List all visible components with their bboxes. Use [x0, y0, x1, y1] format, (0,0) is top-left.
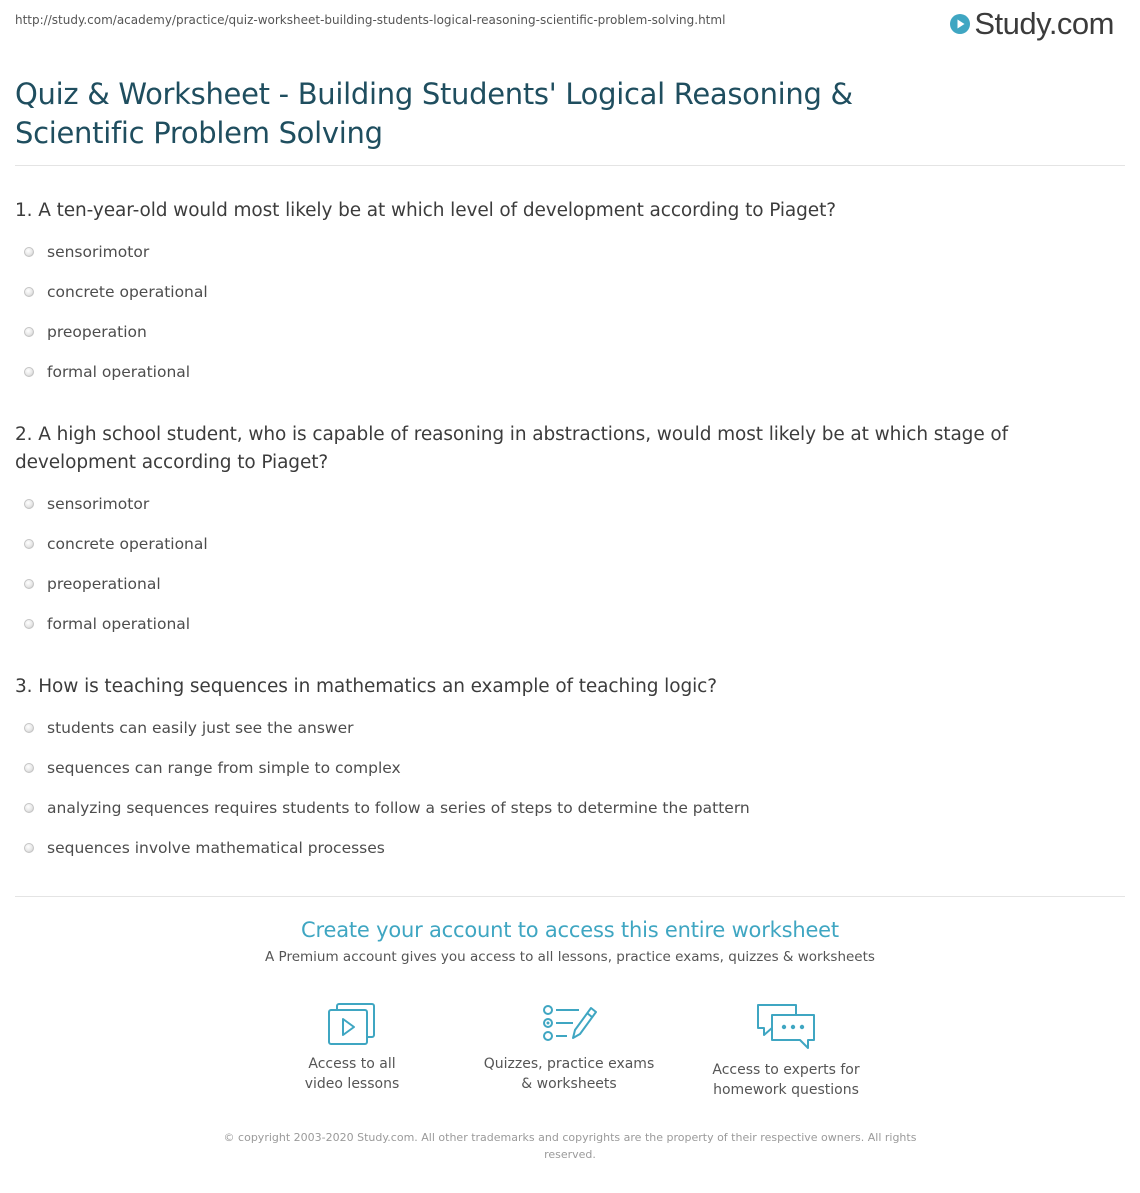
answer-option[interactable]: [15, 524, 1105, 564]
answer-option[interactable]: [15, 788, 1105, 828]
feature-quizzes: [469, 1002, 669, 1094]
answer-options: [15, 708, 1105, 868]
answer-option[interactable]: [15, 232, 1105, 272]
copyright-notice: © copyright 2003-2020 Study.com. All other trademarks and copyrights are the property of their respective owners. All rights reserved.: [223, 1131, 917, 1161]
radio-button-icon[interactable]: [24, 579, 34, 589]
answer-options: [15, 484, 1105, 644]
radio-button-icon[interactable]: [24, 287, 34, 297]
radio-button-icon[interactable]: [24, 843, 34, 853]
answer-option[interactable]: [15, 484, 1105, 524]
option-label: formal operational: [47, 615, 191, 633]
answer-option[interactable]: [15, 272, 1105, 312]
radio-button-icon[interactable]: [24, 803, 34, 813]
logo-text: Study.com: [974, 6, 1114, 41]
feature-label: [252, 1054, 452, 1094]
feature-label-line: video lessons: [304, 1076, 400, 1092]
page-title: Quiz & Worksheet - Building Students' Logical Reasoning & Scientific Problem Solving: [15, 77, 853, 150]
feature-label-line: Access to experts for: [712, 1062, 860, 1078]
option-label: preoperation: [47, 323, 147, 341]
radio-button-icon[interactable]: [24, 619, 34, 629]
feature-label: [686, 1060, 886, 1100]
play-logo-icon: [949, 13, 971, 35]
question-text: 2. A high school student, who is capable of reasoning in abstractions, would most likely be at which stage of development according to Piaget?: [15, 424, 1009, 473]
feature-video-lessons: [252, 1002, 452, 1094]
video-lesson-icon: [326, 1002, 378, 1046]
radio-button-icon[interactable]: [24, 763, 34, 773]
answer-option[interactable]: [15, 828, 1105, 868]
question-text: 3. How is teaching sequences in mathematics an example of teaching logic?: [15, 676, 717, 697]
answer-option[interactable]: [15, 708, 1105, 748]
answer-option[interactable]: [15, 748, 1105, 788]
page-url: http://study.com/academy/practice/quiz-worksheet-building-students-logical-reasoning-scientific-problem-solving.html: [15, 13, 726, 27]
answer-option[interactable]: [15, 312, 1105, 352]
option-label: sensorimotor: [47, 495, 150, 513]
answer-options: [15, 232, 1105, 392]
question-1: [15, 197, 1105, 392]
option-label: students can easily just see the answer: [47, 719, 354, 737]
question-3: [15, 673, 1105, 868]
chat-bubbles-icon: [754, 1002, 818, 1052]
radio-button-icon[interactable]: [24, 367, 34, 377]
option-label: sensorimotor: [47, 243, 150, 261]
radio-button-icon[interactable]: [24, 327, 34, 337]
answer-option[interactable]: [15, 604, 1105, 644]
radio-button-icon[interactable]: [24, 247, 34, 257]
create-account-link[interactable]: Create your account to access this entire worksheet: [301, 918, 839, 942]
option-label: sequences involve mathematical processes: [47, 839, 385, 857]
feature-experts: [686, 1002, 886, 1100]
option-label: preoperational: [47, 575, 161, 593]
option-label: analyzing sequences requires students to follow a series of steps to determine the pattern: [47, 799, 750, 817]
question-text: 1. A ten-year-old would most likely be at which level of development according to Piaget?: [15, 200, 836, 221]
feature-label-line: homework questions: [713, 1082, 859, 1098]
option-label: sequences can range from simple to complex: [47, 759, 401, 777]
study-logo[interactable]: [949, 6, 1114, 42]
radio-button-icon[interactable]: [24, 723, 34, 733]
feature-label-line: & worksheets: [521, 1076, 617, 1092]
feature-label: [469, 1054, 669, 1094]
premium-description: A Premium account gives you access to all lessons, practice exams, quizzes & worksheets: [265, 949, 875, 965]
option-label: concrete operational: [47, 283, 208, 301]
option-label: formal operational: [47, 363, 191, 381]
feature-label-line: Access to all: [308, 1056, 396, 1072]
title-divider: [15, 165, 1125, 166]
answer-option[interactable]: [15, 352, 1105, 392]
radio-button-icon[interactable]: [24, 539, 34, 549]
cta-divider: [15, 896, 1125, 897]
radio-button-icon[interactable]: [24, 499, 34, 509]
answer-option[interactable]: [15, 564, 1105, 604]
quiz-checklist-icon: [541, 1002, 597, 1046]
option-label: concrete operational: [47, 535, 208, 553]
question-2: [15, 421, 1105, 644]
feature-label-line: Quizzes, practice exams: [483, 1056, 655, 1072]
